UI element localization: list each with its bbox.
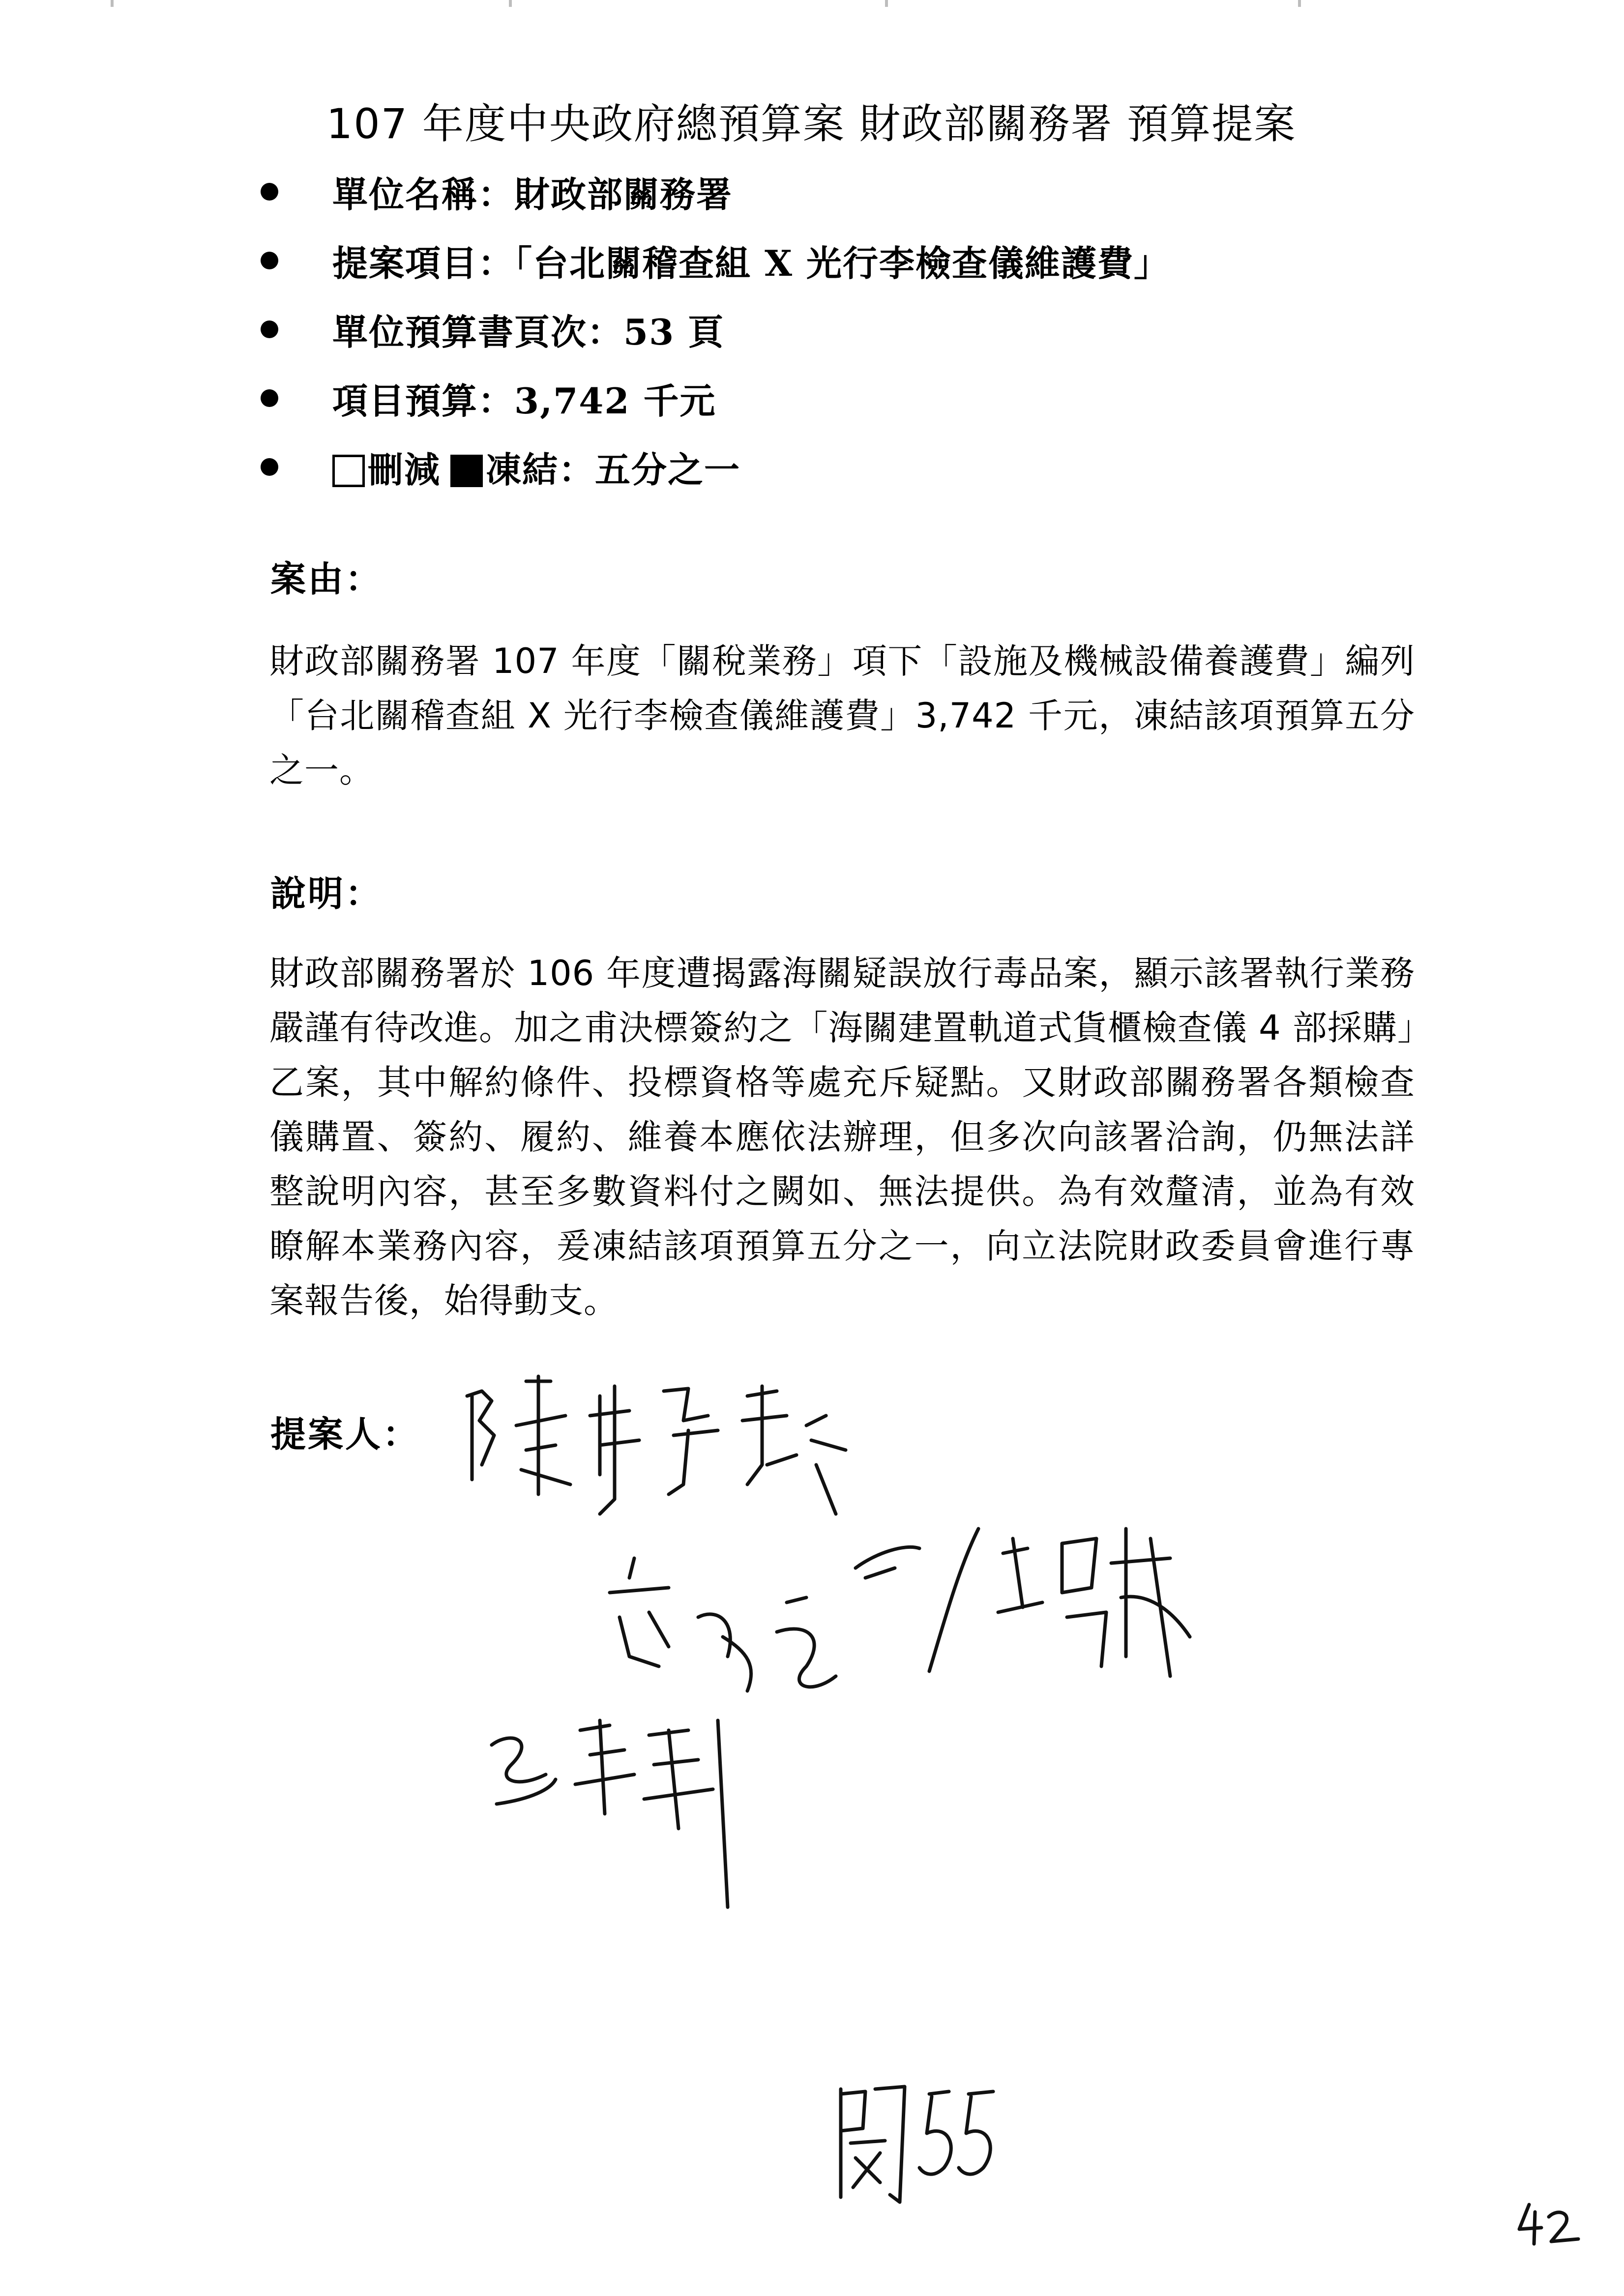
delete-label: 刪減 [368,449,441,491]
scan-mark [111,0,114,7]
field-item-budget [261,374,716,423]
bullet-icon [261,183,278,201]
page-number [1514,2197,1583,2251]
field-label: 單位名稱：財政部關務署 [332,174,733,215]
reason-text: 財政部關務署 107 年度「關稅業務」項下「設施及機械設備養護費」編列「台北關稽查組 X 光行李檢查儀維護費」3,742 千元，凍結該項預算五分之一。 [269,641,1415,790]
bullet-icon [261,252,278,269]
explanation-heading: 說明： [270,872,383,914]
freeze-option [450,441,740,493]
delete-option [332,441,441,493]
field-action [261,442,740,492]
field-budget-page [261,305,724,354]
handwritten-mark [831,2074,1008,2212]
scan-mark [1298,0,1301,7]
checked-box-icon [450,455,483,487]
field-unit-name [261,167,733,216]
bullet-icon [261,458,278,476]
page-number-text: 42 [1514,2250,1515,2251]
unchecked-box-icon [332,455,365,487]
field-label: 提案項目：「台北關稽查組 X 光行李檢查儀維護費」 [332,242,1170,284]
scan-mark [509,0,512,7]
bullet-icon [261,389,278,407]
field-label: 項目預算：3,742 千元 [332,380,716,422]
signature-lu-sun-ling [915,1509,1219,1696]
reason-heading: 案由： [270,558,383,600]
field-proposal-item [261,236,1170,285]
field-label: 單位預算書頁次：53 頁 [332,311,725,353]
explanation-text: 財政部關務署於 106 年度遭揭露海關疑誤放行毒品案，顯示該署執行業務嚴謹有待改進。加之甫決標簽約之「海關建置軌道式貨櫃檢查儀 4 部採購」乙案，其中解約條件、投標資格等處充斥疑點。又財政部關務署各類檢查儀購置、簽約、履約、維養本應依法辦理，但多次向該署洽詢，仍無法詳整說明內容，甚至多數資料付之闕如、無法提供。為有效釐清，並為有效瞭解本業務內容，爰凍結該項預算五分之一，向立法院財政委員會進行專案報告後，始得動支。 [269,953,1415,1321]
bullet-icon [261,320,278,338]
handwritten-mark-text: 關 55 [831,2209,832,2210]
signature-wang-jung-chang [482,1701,777,1927]
scan-mark [885,0,888,7]
freeze-label: 凍結：五分之一 [486,449,741,491]
signature-chen-lai-su-mei [452,1366,856,1524]
page-title: 107 年度中央政府總預算案 財政部關務署 預算提案 [326,100,1297,148]
proposer-label: 提案人： [270,1413,420,1455]
